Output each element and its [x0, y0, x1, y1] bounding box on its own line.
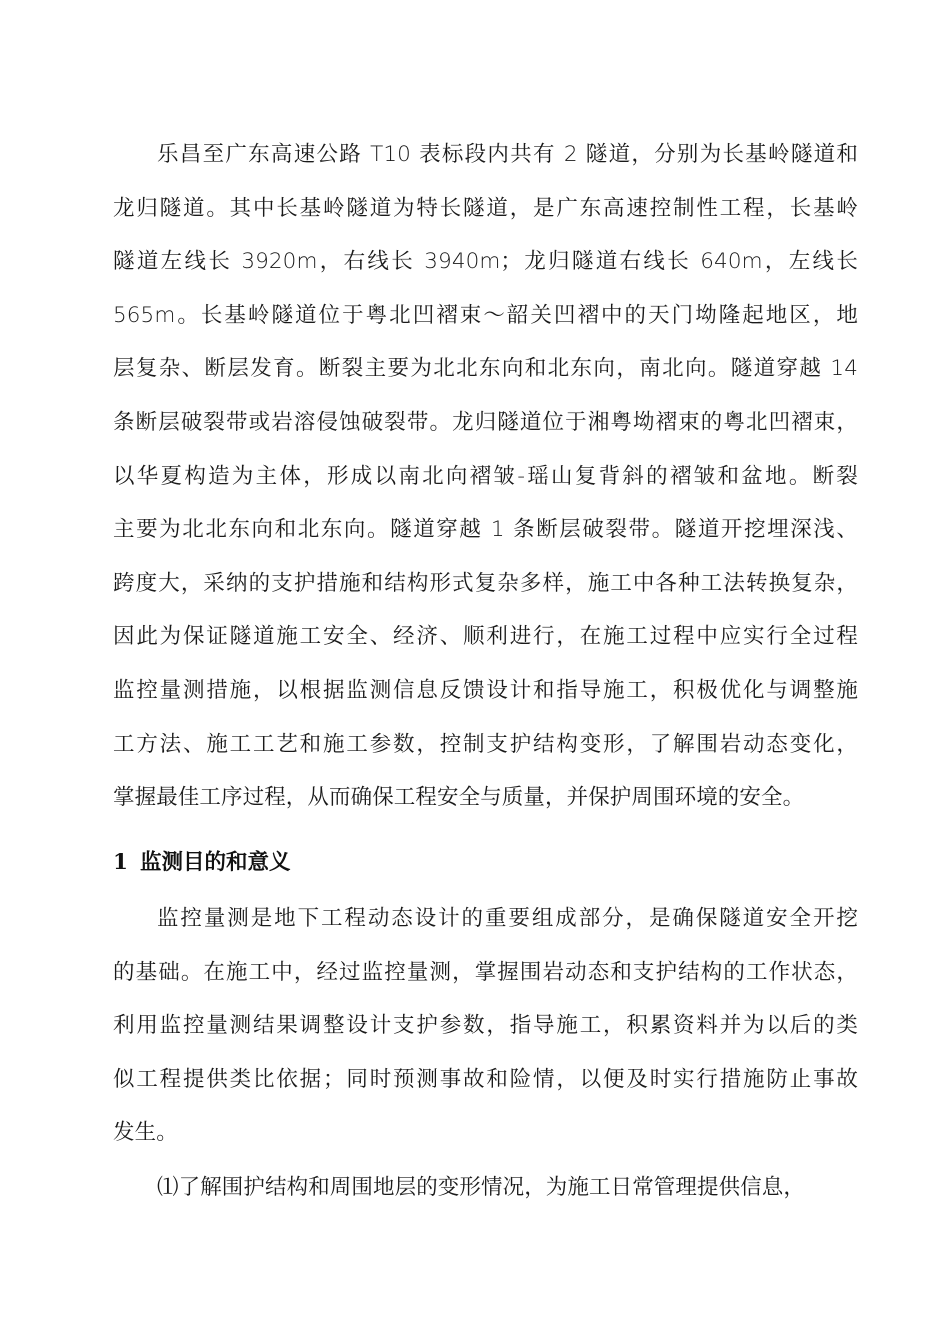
text-line: 跨度大，采纳的支护措施和结构形式复杂多样，施工中各种工法转换复杂， — [113, 570, 858, 596]
text-line: 掌握最佳工序过程，从而确保工程安全与质量，并保护周围环境的安全。 — [113, 785, 805, 811]
text-line: 监控量测是地下工程动态设计的重要组成部分，是确保隧道安全开挖 — [157, 906, 858, 931]
text-line: 似工程提供类比依据；同时预测事故和险情，以便及时实行措施防止事故 — [113, 1066, 858, 1092]
body-paragraph-purpose — [113, 892, 858, 1160]
text-line: 层复杂、断层发育。断裂主要为北北东向和北东向，南北向。隧道穿越 14 — [113, 356, 858, 382]
text-line: 工方法、施工工艺和施工参数，控制支护结构变形，了解围岩动态变化， — [113, 731, 858, 757]
text-line: 的基础。在施工中，经过监控量测，掌握围岩动态和支护结构的工作状态， — [113, 959, 858, 985]
text-line: ⑴了解围护结构和周围地层的变形情况，为施工日常管理提供信息， — [157, 1175, 806, 1200]
text-line: 发生。 — [113, 1120, 178, 1146]
text-line: 565m。长基岭隧道位于粤北凹褶束～韶关凹褶中的天门坳隆起地区，地 — [113, 302, 858, 328]
body-paragraph-intro — [113, 128, 858, 825]
section-title: 监测目的和意义 — [139, 850, 291, 875]
text-line: 因此为保证隧道施工安全、经济、顺利进行，在施工过程中应实行全过程 — [113, 624, 858, 650]
text-line: 利用监控量测结果调整设计支护参数，指导施工，积累资料并为以后的类 — [113, 1013, 858, 1039]
section-number: 1 — [113, 850, 128, 875]
text-line: 主要为北北东向和北东向。隧道穿越 1 条断层破裂带。隧道开挖埋深浅、 — [113, 517, 858, 543]
body-paragraph-item-1 — [113, 1161, 858, 1215]
text-line: 以华夏构造为主体，形成以南北向褶皱-瑶山复背斜的褶皱和盆地。断裂 — [113, 463, 858, 489]
text-line: 监控量测措施，以根据监测信息反馈设计和指导施工，积极优化与调整施 — [113, 677, 858, 703]
section-heading — [113, 843, 290, 883]
text-line: 条断层破裂带或岩溶侵蚀破裂带。龙归隧道位于湘粤坳褶束的粤北凹褶束， — [113, 409, 858, 435]
text-line: 龙归隧道。其中长基岭隧道为特长隧道，是广东高速控制性工程，长基岭 — [113, 195, 858, 221]
text-line: 乐昌至广东高速公路 T10 表标段内共有 2 隧道，分别为长基岭隧道和 — [157, 142, 858, 167]
text-line: 隧道左线长 3920m，右线长 3940m；龙归隧道右线长 640m，左线长 — [113, 249, 858, 275]
